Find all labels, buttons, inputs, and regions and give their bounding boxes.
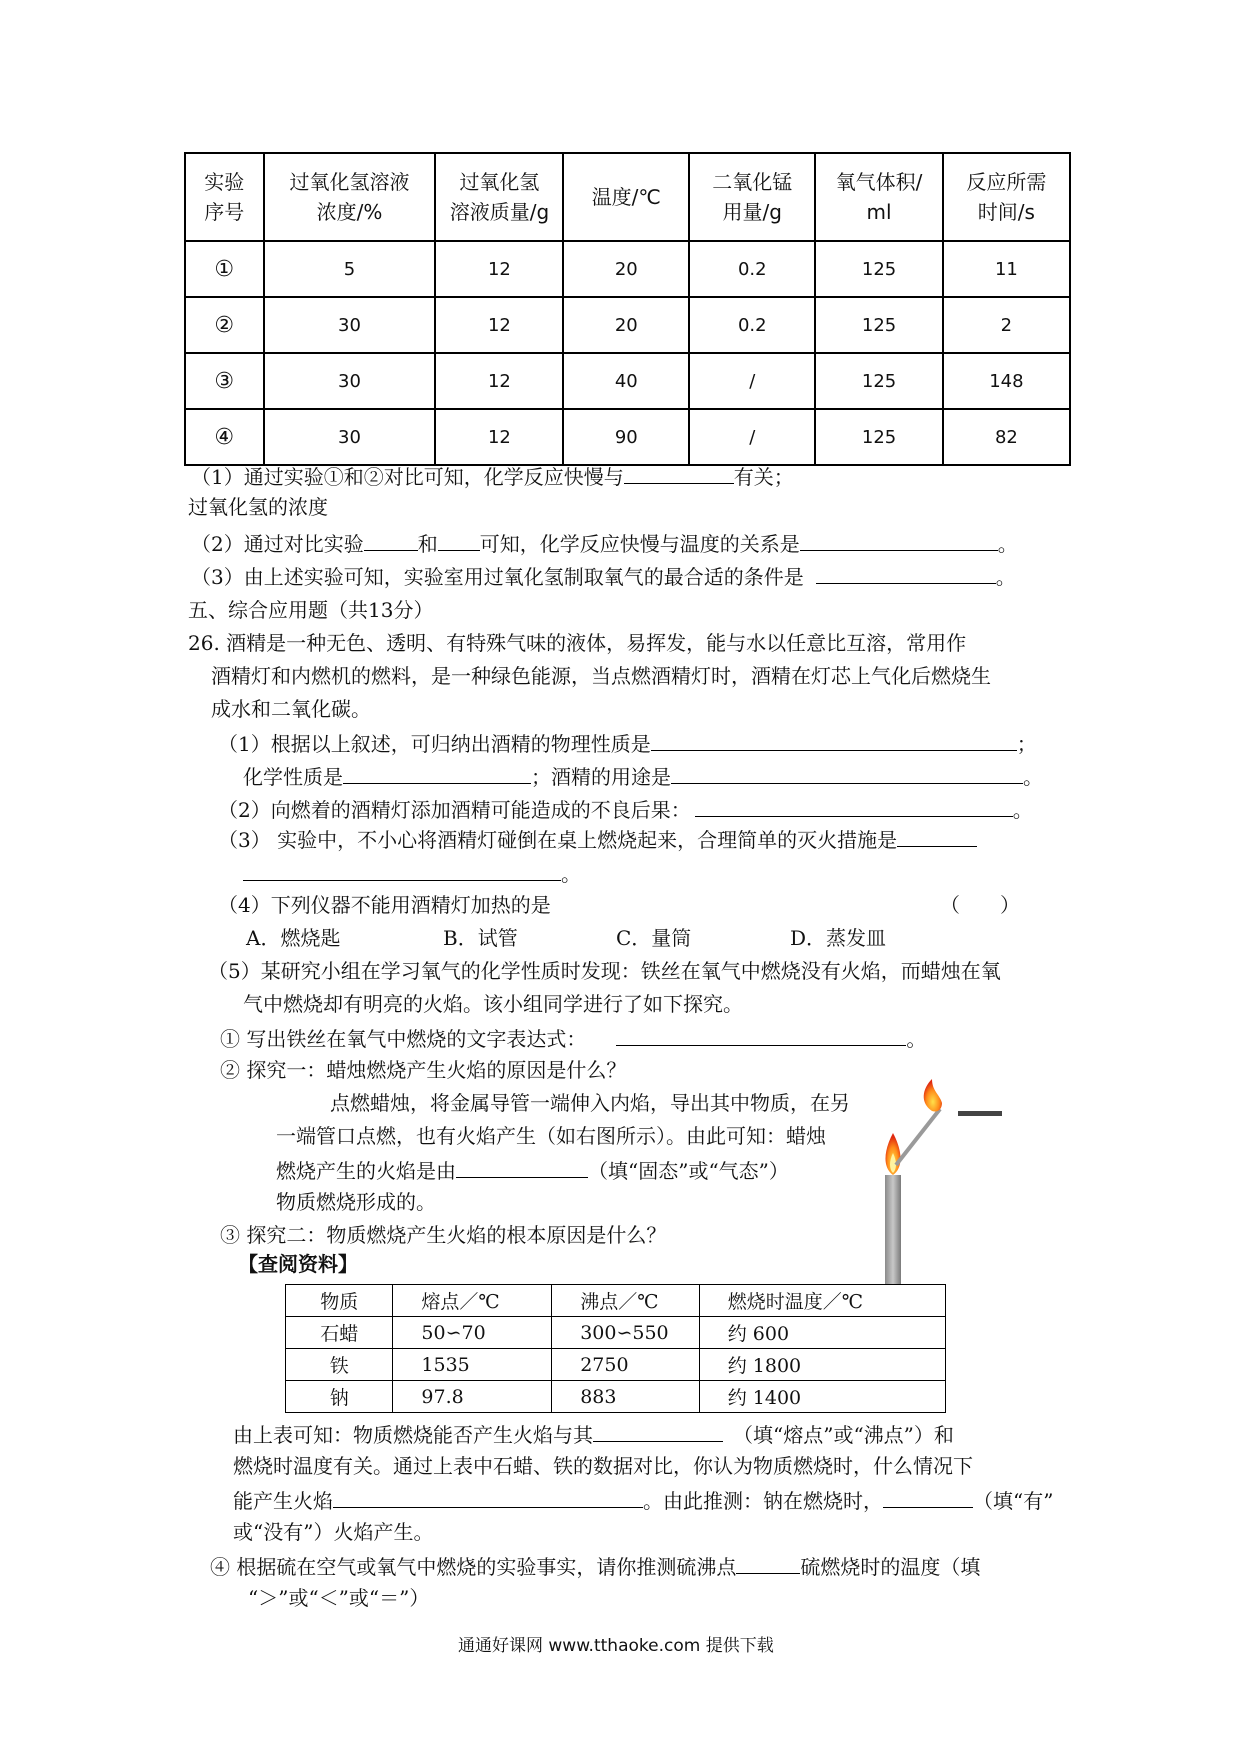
table-cell: 30 [264,409,436,465]
answer-blank[interactable] [343,761,531,784]
table-cell: 125 [815,297,942,353]
table-cell: 2750 [552,1349,700,1381]
table-cell: 125 [815,409,942,465]
answer-blank[interactable] [616,1023,906,1046]
table-cell: ④ [185,409,264,465]
answer-blank[interactable] [883,1485,973,1508]
table-cell: 125 [815,353,942,409]
q26-intro-line3: 成水和二氧化碳。 [211,697,371,721]
step4: ④ 根据硫在空气或氧气中燃烧的实验事实，请你推测硫沸点 硫燃烧时的温度（填 [210,1551,980,1581]
answer-blank[interactable] [243,858,561,881]
header-cell: 反应所需 时间/s [943,153,1070,241]
answer-blank[interactable] [897,824,977,847]
q26-intro-line2: 酒精灯和内燃机的燃料，是一种绿色能源，当点燃酒精灯时，酒精在灯芯上气化后燃烧生 [211,664,991,688]
q25-part1: （1）通过实验①和②对比可知，化学反应快慢与 有关； [191,461,794,491]
table-row [185,297,1070,353]
table-cell: 5 [264,241,436,297]
table-cell: 90 [563,409,689,465]
q26-intro-line1: 26. 酒精是一种无色、透明、有特殊气味的液体，易挥发，能与水以任意比互溶，常用作 [188,631,967,655]
step3: ③ 探究二：物质燃烧产生火焰的根本原因是什么？ [220,1223,667,1247]
q26-part5-line1: （5）某研究小组在学习氧气的化学性质时发现：铁丝在氧气中燃烧没有火焰，而蜡烛在氧 [208,959,1001,983]
candle-experiment-diagram [870,1075,1010,1285]
candle-icon [885,1175,901,1285]
reference-title: 【查阅资料】 [238,1252,358,1276]
step4-line2: “＞”或“＜”或“＝”） [248,1586,430,1610]
option-c[interactable]: C．量筒 [616,926,692,950]
table-row [185,241,1070,297]
header-cell: 过氧化氢 溶液质量/g [435,153,563,241]
table-cell: 125 [815,241,942,297]
header-cell: 实验 序号 [185,153,264,241]
analysis-line1: 由上表可知：物质燃烧能否产生火焰与其 （填“熔点”或“沸点”）和 [233,1419,954,1449]
step2-text-line1: 点燃蜡烛，将金属导管一端伸入内焰，导出其中物质，在另 [330,1091,850,1115]
table-cell: 12 [435,297,563,353]
q26-part1-line1: （1）根据以上叙述，可归纳出酒精的物理性质是 ； [218,728,1037,758]
answer-blank[interactable] [333,1485,643,1508]
table-cell: 50∽70 [393,1317,552,1349]
step2-text-line3: 燃烧产生的火焰是由 （填“固态”或“气态”） [276,1155,789,1185]
table-row [286,1381,946,1413]
answer-paren[interactable]: （ ） [940,893,1020,917]
experiment-table [184,152,1071,466]
table-cell: 30 [264,297,436,353]
step2-text-line4: 物质燃烧形成的。 [276,1190,436,1214]
answer-blank[interactable] [364,528,418,551]
material-table-header [286,1285,946,1317]
table-cell: 20 [563,241,689,297]
q26-part1-line2: 化学性质是 ；酒精的用途是 。 [243,761,1043,791]
answer-blank[interactable] [651,728,1017,751]
table-cell: 约 1400 [699,1381,945,1413]
option-d[interactable]: D．蒸发皿 [790,926,887,950]
answer-blank[interactable] [456,1155,588,1178]
table-cell: 钠 [286,1381,393,1413]
q26-part4: （4）下列仪器不能用酒精灯加热的是 [218,893,551,917]
answer-blank[interactable] [695,794,1013,817]
table-cell: 12 [435,409,563,465]
answer-blank[interactable] [671,761,1023,784]
answer-blank[interactable] [438,528,480,551]
table-cell: ② [185,297,264,353]
table-cell: 300∽550 [552,1317,700,1349]
table-cell: 石蜡 [286,1317,393,1349]
table-cell: 1535 [393,1349,552,1381]
header-cell: 氧气体积/ ml [815,153,942,241]
option-a[interactable]: A．燃烧匙 [246,926,341,950]
header-cell: 熔点／℃ [393,1285,552,1317]
table-cell: 2 [943,297,1070,353]
analysis-line2: 燃烧时温度有关。通过上表中石蜡、铁的数据对比，你认为物质燃烧时，什么情况下 [233,1454,973,1478]
option-b[interactable]: B．试管 [443,926,518,950]
table-cell: / [689,409,815,465]
q25-part3: （3）由上述实验可知，实验室用过氧化氢制取氧气的最合适的条件是 。 [191,561,1016,591]
table-cell: 0.2 [689,297,815,353]
tube-flame-icon [924,1079,942,1112]
table-cell: ① [185,241,264,297]
section-heading: 五、综合应用题（共13分） [188,598,434,622]
table-cell: 883 [552,1381,700,1413]
table-cell: 148 [943,353,1070,409]
header-cell: 二氧化锰 用量/g [689,153,815,241]
header-cell: 燃烧时温度／℃ [699,1285,945,1317]
q25-part2: （2）通过对比实验 和 可知，化学反应快慢与温度的关系是 。 [191,528,1018,558]
table-cell: 82 [943,409,1070,465]
table-cell: 铁 [286,1349,393,1381]
q26-part3-line2: 。 [243,858,581,888]
table-cell: 11 [943,241,1070,297]
table-cell: 40 [563,353,689,409]
table-cell: 约 1800 [699,1349,945,1381]
table-cell: 97.8 [393,1381,552,1413]
answer-blank[interactable] [624,461,734,484]
experiment-table-header [185,153,1070,241]
page-footer: 通通好课网 www.tthaoke.com 提供下载 [458,1636,774,1656]
answer-blank[interactable] [593,1419,723,1442]
q26-part2: （2）向燃着的酒精灯添加酒精可能造成的不良后果： 。 [218,794,1033,824]
step2-text-line2: 一端管口点燃，也有火焰产生（如右图所示）。由此可知：蜡烛 [276,1124,826,1148]
header-cell: 物质 [286,1285,393,1317]
header-cell: 过氧化氢溶液 浓度/% [264,153,436,241]
q25-part1-answer: 过氧化氢的浓度 [188,495,328,519]
q26-part3: （3） 实验中，不小心将酒精灯碰倒在桌上燃烧起来，合理简单的灭火措施是 [218,824,977,854]
table-cell: / [689,353,815,409]
table-cell: 12 [435,353,563,409]
candle-flame-icon [885,1133,900,1175]
table-row [185,353,1070,409]
table-row [286,1317,946,1349]
table-cell: 12 [435,241,563,297]
table-cell: 30 [264,353,436,409]
q26-part5-line2: 气中燃烧却有明亮的火焰。该小组同学进行了如下探究。 [243,992,743,1016]
step1: ① 写出铁丝在氧气中燃烧的文字表达式： 。 [220,1023,926,1053]
analysis-line3: 能产生火焰 。由此推测：钠在燃烧时， （填“有” [233,1485,1053,1515]
table-row [286,1349,946,1381]
answer-blank[interactable] [816,561,996,584]
table-row [185,409,1070,465]
rod-icon [958,1111,1002,1116]
analysis-line4: 或“没有”）火焰产生。 [233,1520,434,1544]
table-cell: 20 [563,297,689,353]
table-cell: 约 600 [699,1317,945,1349]
table-cell: ③ [185,353,264,409]
material-properties-table [285,1284,946,1413]
header-cell: 沸点／℃ [552,1285,700,1317]
metal-tube-icon [896,1109,940,1165]
step2: ② 探究一：蜡烛燃烧产生火焰的原因是什么？ [220,1058,627,1082]
answer-blank[interactable] [736,1551,800,1574]
table-cell: 0.2 [689,241,815,297]
header-cell: 温度/℃ [563,153,689,241]
answer-blank[interactable] [800,528,998,551]
